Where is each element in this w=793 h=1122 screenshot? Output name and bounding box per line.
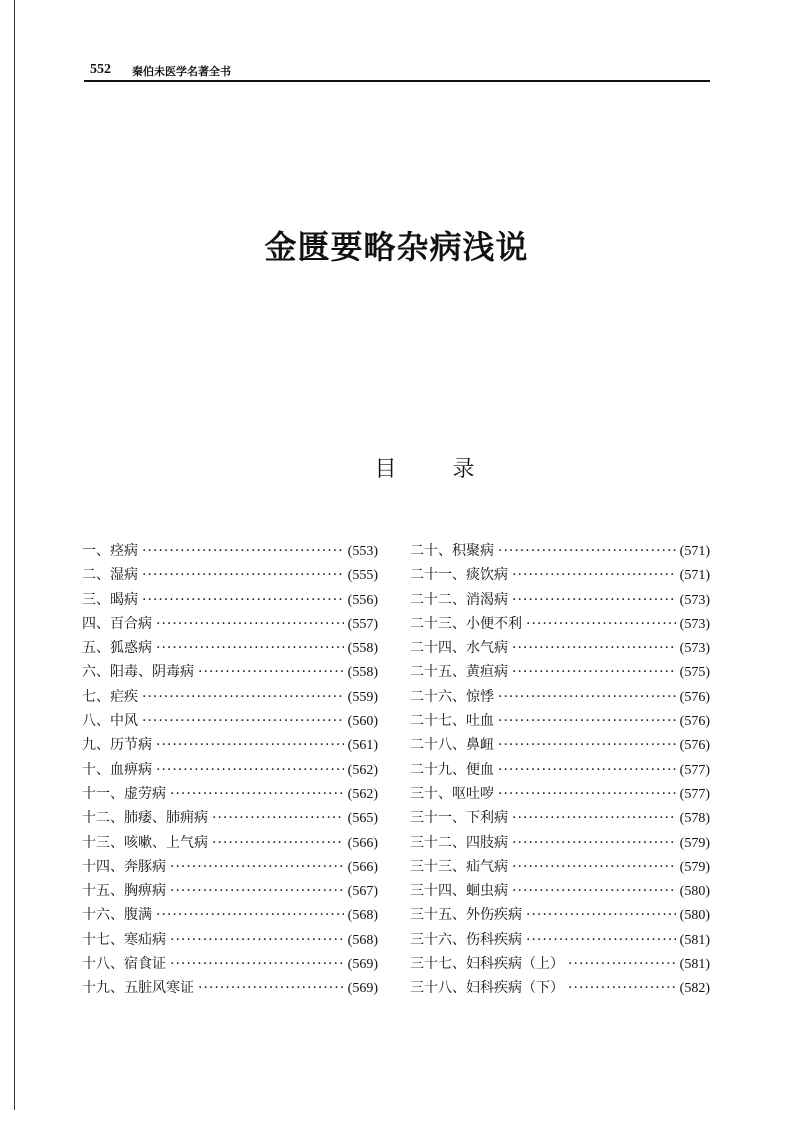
toc-entry[interactable] [82,832,378,856]
toc-entry-label: 三十三、疝气病 [410,858,508,875]
toc-entry-label: 二十九、便血 [410,761,494,778]
toc-leader-dots [198,980,344,996]
toc-entry-label: 八、中风 [82,713,138,730]
toc-entry[interactable] [410,613,710,637]
toc-column-left [82,540,378,1002]
toc-entry-label: 三十、呕吐哕 [410,785,494,802]
toc-entry-page: (567) [347,884,378,900]
toc-entry-label: 六、阳毒、阴毒病 [82,664,194,681]
toc-entry[interactable] [410,686,710,710]
toc-entry[interactable] [82,564,378,588]
toc-leader-dots [512,592,676,608]
toc-entry-label: 二十五、黄疸病 [410,664,508,681]
toc-entry-page: (571) [679,568,710,584]
toc-entry-label: 三十五、外伤疾病 [410,907,522,924]
toc-leader-dots [498,689,676,705]
toc-entry-label: 十七、寒疝病 [82,931,166,948]
toc-entry-label: 二、湿病 [82,567,138,584]
toc-leader-dots [498,786,676,802]
toc-entry-label: 十六、腹满 [82,907,152,924]
toc-entry-page: (579) [679,859,710,875]
toc-entry-label: 十、血痹病 [82,761,152,778]
toc-entry-page: (568) [347,932,378,948]
toc-entry-label: 十四、奔豚病 [82,858,166,875]
toc-entry-page: (573) [679,616,710,632]
toc-entry-page: (576) [679,738,710,754]
toc-entry-label: 三十六、伤科疾病 [410,931,522,948]
toc-entry-page: (581) [679,932,710,948]
toc-leader-dots [198,664,344,680]
toc-leader-dots [156,907,344,923]
toc-entry-label: 二十六、惊悸 [410,688,494,705]
toc-entry[interactable] [410,637,710,661]
toc-leader-dots [156,737,344,753]
toc-entry-page: (577) [679,786,710,802]
toc-entry-page: (580) [679,908,710,924]
toc-entry-page: (556) [347,592,378,608]
book-title: 秦伯未医学名著全书 [132,65,231,78]
toc-entry[interactable] [82,977,378,1001]
toc-entry-label: 十一、虚劳病 [82,785,166,802]
toc-entry-page: (557) [347,616,378,632]
toc-entry-label: 十二、肺痿、肺痈病 [82,810,208,827]
toc-leader-dots [512,835,676,851]
toc-entry[interactable] [82,661,378,685]
toc-leader-dots [170,786,344,802]
toc-entry[interactable] [82,686,378,710]
toc-entry-label: 十八、宿食证 [82,956,166,973]
toc-entry[interactable] [82,856,378,880]
toc-leader-dots [212,810,344,826]
toc-leader-dots [156,762,344,778]
toc-entry-page: (553) [347,544,378,559]
toc-entry-label: 七、疟疾 [82,688,138,705]
toc-entry-label: 一、痉病 [82,543,138,559]
toc-leader-dots [568,980,676,996]
toc-entry-label: 二十八、鼻衄 [410,737,494,754]
toc-entry-page: (565) [347,811,378,827]
toc-entry[interactable] [82,613,378,637]
toc-entry-label: 九、历节病 [82,737,152,754]
toc-leader-dots [170,932,344,948]
toc-entry-label: 二十四、水气病 [410,640,508,657]
toc-entry-page: (573) [679,641,710,657]
toc-leader-dots [526,616,676,632]
toc-entry-page: (581) [679,957,710,973]
toc-leader-dots [142,689,344,705]
toc-entry-label: 三十七、妇科疾病（上） [410,956,564,973]
toc-entry-page: (575) [679,665,710,681]
toc-heading: 目录 [374,457,531,482]
toc-leader-dots [512,640,676,656]
toc-entry-label: 四、百合病 [82,615,152,632]
toc-entry-page: (558) [347,641,378,657]
toc-leader-dots [498,543,676,559]
toc-entry[interactable] [82,904,378,928]
toc-entry-label: 五、狐惑病 [82,640,152,657]
toc-entry-page: (573) [679,592,710,608]
toc-entry[interactable] [410,904,710,928]
toc-entry[interactable] [82,807,378,831]
toc-leader-dots [142,713,344,729]
page-number: 552 [90,62,111,77]
toc-leader-dots [498,762,676,778]
toc-entry[interactable] [82,953,378,977]
toc-leader-dots [498,713,676,729]
toc-leader-dots [526,932,676,948]
toc-entry-label: 二十二、消渴病 [410,591,508,608]
toc-entry-page: (576) [679,714,710,730]
toc-leader-dots [526,907,676,923]
toc-entry[interactable] [82,589,378,613]
toc-entry-page: (576) [679,689,710,705]
toc-entry-page: (566) [347,859,378,875]
toc-leader-dots [498,737,676,753]
toc-entry-label: 三十四、蛔虫病 [410,883,508,900]
toc-leader-dots [170,883,344,899]
toc-entry[interactable] [82,710,378,734]
toc-entry[interactable] [410,832,710,856]
toc-entry-page: (560) [347,714,378,730]
toc-entry-page: (577) [679,762,710,778]
toc-entry[interactable] [82,929,378,953]
toc-entry-label: 三十一、下利病 [410,810,508,827]
toc-entry-label: 二十三、小便不利 [410,615,522,632]
chapter-title: 金匮要略杂病浅说 [264,228,529,266]
toc-leader-dots [512,859,676,875]
toc-leader-dots [568,956,676,972]
toc-entry[interactable] [82,759,378,783]
toc-leader-dots [512,883,676,899]
toc-entry-label: 十三、咳嗽、上气病 [82,834,208,851]
toc-entry[interactable] [410,807,710,831]
page-margin-line [14,0,15,1110]
toc-entry-label: 十九、五脏风寒证 [82,980,194,997]
toc-entry[interactable] [410,759,710,783]
toc-entry-page: (579) [679,835,710,851]
toc-entry-page: (568) [347,908,378,924]
toc-entry-page: (578) [679,811,710,827]
toc-leader-dots [170,956,344,972]
toc-entry-page: (569) [347,957,378,973]
toc-leader-dots [512,567,676,583]
toc-leader-dots [170,859,344,875]
toc-leader-dots [142,592,344,608]
toc-entry[interactable] [410,661,710,685]
toc-entry[interactable] [82,880,378,904]
toc-leader-dots [212,835,344,851]
toc-entry[interactable] [410,564,710,588]
toc-leader-dots [156,640,344,656]
running-header [88,62,710,82]
toc-entry-label: 三、暍病 [82,591,138,608]
toc-leader-dots [156,616,344,632]
toc-entry[interactable] [82,540,378,564]
toc-entry-page: (559) [347,689,378,705]
toc-entry-page: (569) [347,981,378,997]
toc-entry-page: (561) [347,738,378,754]
toc-entry-label: 十五、胸痹病 [82,883,166,900]
toc-entry[interactable] [410,734,710,758]
toc-entry[interactable] [410,856,710,880]
toc-entry-page: (580) [679,884,710,900]
toc-leader-dots [142,543,344,559]
toc-column-right [410,540,710,1002]
toc-entry-page: (571) [679,544,710,559]
toc-entry[interactable] [410,977,710,1001]
toc-entry-page: (562) [347,786,378,802]
toc-entry-label: 三十八、妇科疾病（下） [410,980,564,997]
toc-entry-page: (566) [347,835,378,851]
toc-entry-label: 三十二、四肢病 [410,834,508,851]
toc-entry-page: (562) [347,762,378,778]
toc-entry[interactable] [82,783,378,807]
toc-entry[interactable] [82,734,378,758]
toc-entry-label: 二十一、痰饮病 [410,567,508,584]
toc-entry[interactable] [410,953,710,977]
toc-entry-label: 二十七、吐血 [410,713,494,730]
toc-entry[interactable] [410,929,710,953]
toc-entry-page: (582) [679,981,710,997]
toc-entry-page: (555) [347,568,378,584]
toc-entry-page: (558) [347,665,378,681]
toc-leader-dots [142,567,344,583]
toc-entry[interactable] [410,589,710,613]
toc-entry[interactable] [410,880,710,904]
header-rule [84,80,710,82]
toc-entry[interactable] [82,637,378,661]
toc-entry-label: 二十、积聚病 [410,543,494,559]
toc-leader-dots [512,810,676,826]
toc-entry[interactable] [410,540,710,564]
toc-entry[interactable] [410,783,710,807]
toc-entry[interactable] [410,710,710,734]
toc-leader-dots [512,664,676,680]
